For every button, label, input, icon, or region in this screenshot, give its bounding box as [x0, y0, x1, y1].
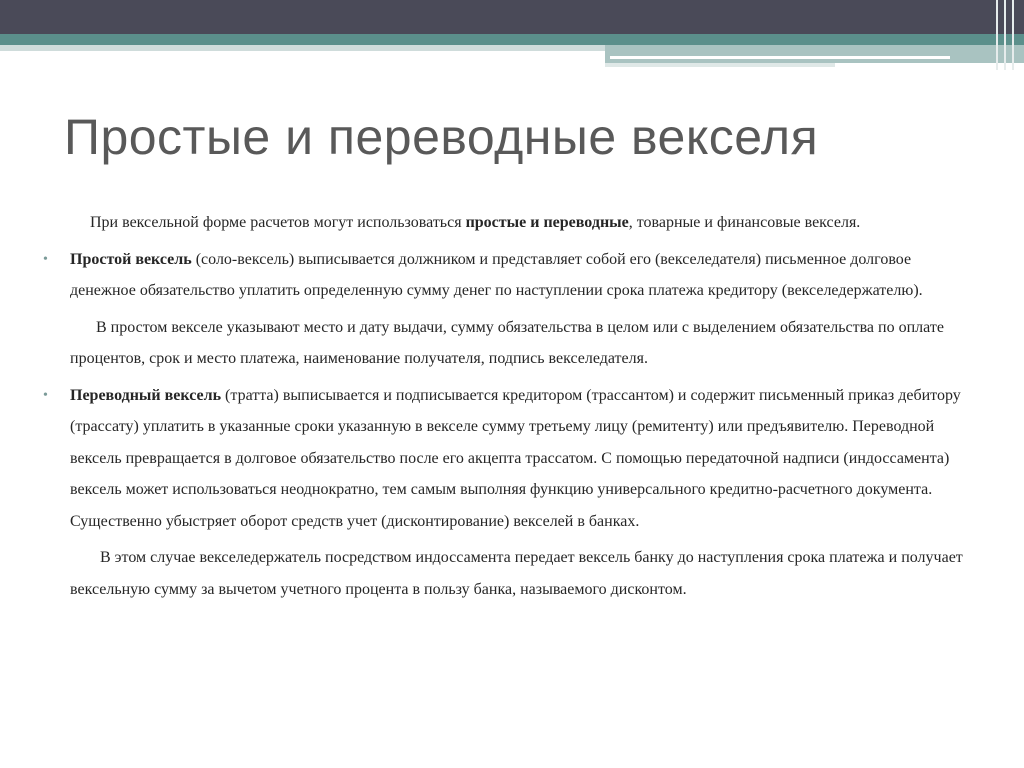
intro-text-end: , товарные и финансовые векселя.: [628, 214, 861, 231]
bullet-transfer-bill-term: Переводный вексель: [70, 386, 222, 404]
bullet-transfer-bill: [43, 380, 970, 538]
bullet-simple-bill-term: Простой вексель: [70, 250, 192, 268]
bullet-simple-bill: [43, 244, 970, 307]
header-teal-stripe: [0, 34, 1024, 45]
bullet-marker: •: [43, 387, 48, 403]
header-corner-lines: [992, 0, 1024, 70]
slide-body: [43, 207, 970, 605]
header-dark-band: [0, 0, 1024, 34]
bullet-marker: •: [43, 251, 48, 267]
discount-paragraph: В этом случае векселедержатель посредством индоссамента передает вексель банку до наступления срока платежа и получает вексельную сумму за вычетом учетного процента в пользу банка, называемого дисконтом.: [70, 549, 963, 598]
header-right-line: [610, 56, 950, 59]
header-light-stripe: [0, 45, 605, 51]
intro-text-bold: простые и переводные: [465, 214, 629, 231]
bullet-simple-bill-text: (соло-вексель) выписывается должником и представляет собой его (векселедателя) письменное долговое денежное обязательство уплатить определенную сумму денег по наступлении срока платежа кредитору (векселедержателю).: [70, 250, 923, 299]
intro-paragraph: [70, 207, 970, 239]
slide-title: Простые и переводные векселя: [64, 109, 819, 165]
bullet-transfer-bill-text: (тратта) выписывается и подписывается кредитором (трассантом) и содержит письменный приказ дебитору (трассату) уплатить в указанные сроки указанную в векселе сумму третьему лицу (ремитенту) или предъявителю. Переводной вексель превращается в долговое обязательство после его акцепта трассатом. С помощью передаточной надписи (индоссамента) вексель может использоваться неоднократно, тем самым выполняя функцию универсального кредитно-расчетного документа. Существенно убыстряет оборот средств учет (дисконтирование) векселей в банках.: [70, 386, 961, 530]
intro-text-start: При вексельной форме расчетов могут использоваться: [90, 214, 466, 231]
simple-bill-details-paragraph: В простом векселе указывают место и дату выдачи, сумму обязательства в целом или с выделением обязательства по оплате процентов, срок и место платежа, наименование получателя, подпись векселедателя.: [70, 318, 944, 367]
header-right-underline: [605, 63, 835, 67]
header-right-block: [605, 45, 1024, 63]
